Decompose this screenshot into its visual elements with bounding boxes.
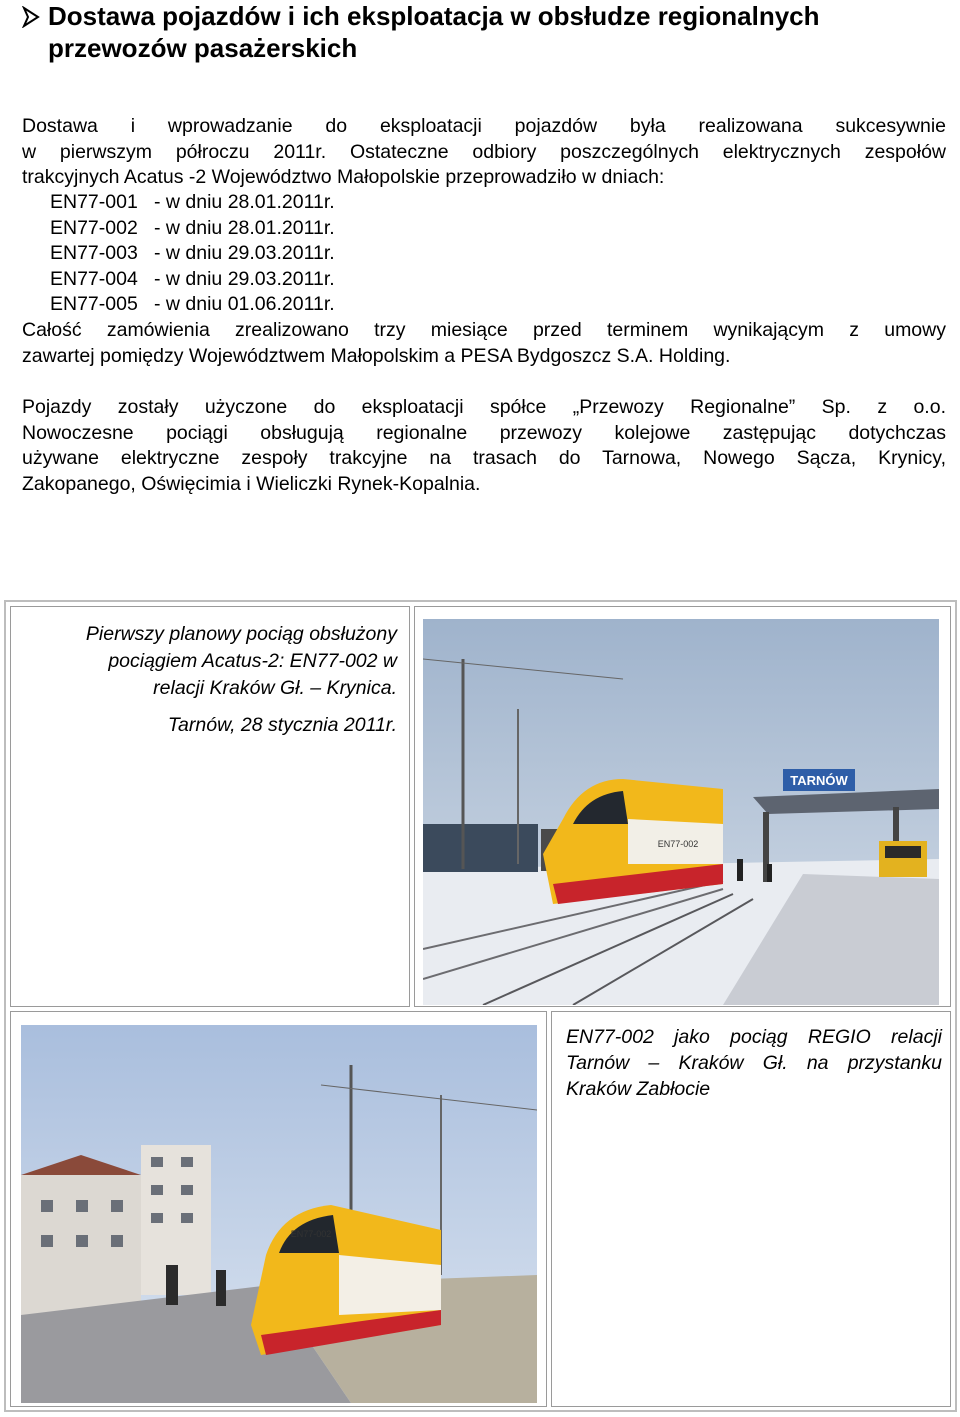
operation-line-2: Nowoczesne pociągi obsługują regionalne przewozy kolejowe zastępując dotychczas bbox=[22, 421, 946, 444]
caption-cell-2 bbox=[551, 1011, 951, 1407]
completion-paragraph bbox=[22, 318, 946, 369]
intro-line-1: Dostawa i wprowadzanie do eksploatacji pojazdów była realizowana sukcesywnie bbox=[22, 115, 946, 137]
train-number-label: EN77-002 bbox=[657, 839, 699, 849]
train-photo-tarnow bbox=[423, 619, 939, 1005]
station-sign-text: TARNÓW bbox=[790, 773, 848, 788]
photo-cell-1 bbox=[414, 606, 951, 1007]
operation-line-4: Zakopanego, Oświęcimia i Wieliczki Rynek-Kopalnia. bbox=[22, 472, 481, 495]
intro-paragraph bbox=[22, 114, 946, 191]
list-item: EN77-003 - w dniu 29.03.2011r. bbox=[50, 242, 335, 264]
list-item: EN77-005 - w dniu 01.06.2011r. bbox=[50, 293, 335, 315]
intro-line-2: w pierwszym półroczu 2011r. Ostateczne odbiory poszczególnych elektrycznych zespołów bbox=[22, 140, 946, 163]
operation-line-1: Pojazdy zostały użyczone do eksploatacji spółce „Przewozy Regionalne” Sp. z o.o. bbox=[22, 396, 946, 418]
list-item: EN77-002 - w dniu 28.01.2011r. bbox=[50, 216, 335, 239]
completion-line-1: Całość zamówienia zrealizowano trzy miesiące przed terminem wynikającym z umowy bbox=[22, 319, 946, 341]
heading-line-2: przewozów pasażerskich bbox=[48, 33, 358, 63]
heading-line-1: Dostawa pojazdów i ich eksploatacja w obsłudze regionalnych bbox=[48, 1, 820, 31]
train-photo-zablocie bbox=[21, 1025, 537, 1403]
intro-line-3: trakcyjnych Acatus -2 Województwo Małopolskie przeprowadziło w dniach: bbox=[22, 166, 665, 188]
caption-cell-1 bbox=[10, 606, 410, 1007]
list-item: EN77-001 - w dniu 28.01.2011r. bbox=[50, 191, 335, 213]
delivery-list bbox=[50, 190, 335, 318]
photo-caption-1: Pierwszy planowy pociąg obsłużony pociągiem Acatus-2: EN77-002 w relacji Kraków Gł. – Krynica. Tarnów, 28 stycznia 2011r. bbox=[85, 623, 397, 736]
section-heading bbox=[48, 0, 948, 64]
operation-paragraph bbox=[22, 395, 946, 497]
photo-cell-2 bbox=[10, 1011, 547, 1407]
arrow-bullet-icon bbox=[22, 6, 40, 28]
operation-line-3: używane elektryczne zespoły trakcyjne na trasach do Tarnowa, Nowego Sącza, Krynicy, bbox=[22, 447, 946, 469]
completion-line-2: zawartej pomiędzy Województwem Małopolskim a PESA Bydgoszcz S.A. Holding. bbox=[22, 344, 731, 367]
list-item: EN77-004 - w dniu 29.03.2011r. bbox=[50, 267, 335, 290]
photo-caption-2: EN77-002 jako pociąg REGIO relacji Tarnów – Kraków Gł. na przystanku Kraków Zabłocie bbox=[566, 1026, 942, 1100]
train-number-label-2: EN77-002 bbox=[290, 1229, 332, 1239]
photo-table bbox=[4, 600, 957, 1412]
